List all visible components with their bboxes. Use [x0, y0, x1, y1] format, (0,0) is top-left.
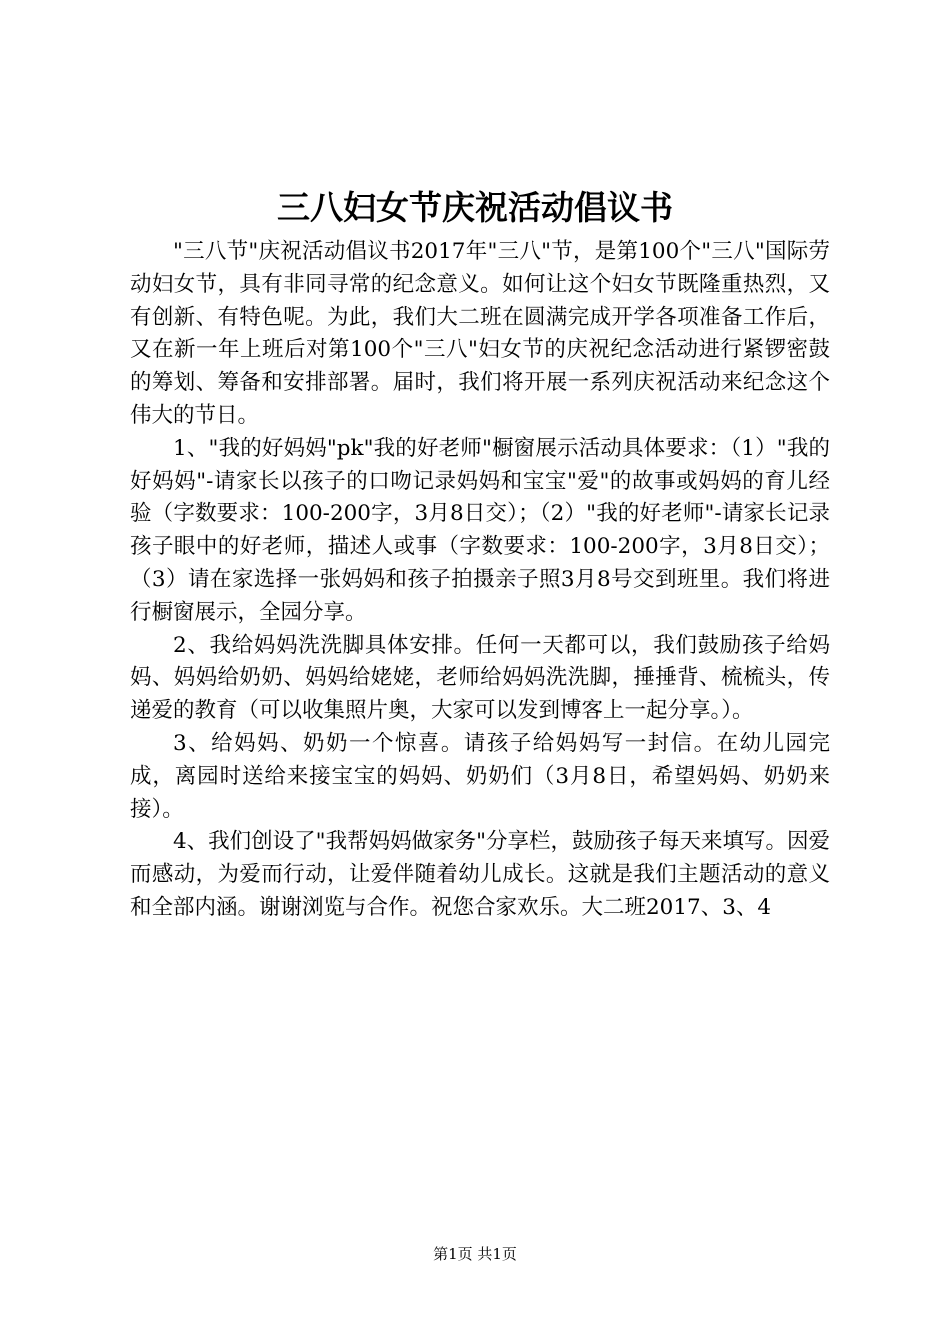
document-body	[130, 236, 830, 925]
intro-paragraph: "三八节"庆祝活动倡议书2017年"三八"节，是第100个"三八"国际劳动妇女节，具有非同寻常的纪念意义。如何让这个妇女节既隆重热烈，又有创新、有特色呢。为此，我们大二班在圆满完成开学各项准备工作后，又在新一年上班后对第100个"三八"妇女节的庆祝纪念活动进行紧锣密鼓的筹划、筹备和安排部署。届时，我们将开展一系列庆祝活动来纪念这个伟大的节日。	[130, 239, 830, 428]
document-title: 三八妇女节庆祝活动倡议书	[277, 188, 673, 227]
activity-4-paragraph: 4、我们创设了"我帮妈妈做家务"分享栏，鼓励孩子每天来填写。因爱而感动，为爱而行动，让爱伴随着幼儿成长。这就是我们主题活动的意义和全部内涵。谢谢浏览与合作。祝您合家欢乐。大二班2017、3、4	[130, 829, 830, 920]
activity-3-paragraph: 3、给妈妈、奶奶一个惊喜。请孩子给妈妈写一封信。在幼儿园完成，离园时送给来接宝宝的妈妈、奶奶们（3月8日，希望妈妈、奶奶来接）。	[130, 730, 830, 822]
page-number-footer: 第1页 共1页	[433, 1245, 517, 1263]
activity-1-paragraph: 1、"我的好妈妈"pk"我的好老师"橱窗展示活动具体要求：（1）"我的好妈妈"-请家长以孩子的口吻记录妈妈和宝宝"爱"的故事或妈妈的育儿经验（字数要求：100-200字，3月8日交）；（2）"我的好老师"-请家长记录孩子眼中的好老师，描述人或事（字数要求：100-200字，3月8日交）；（3）请在家选择一张妈妈和孩子拍摄亲子照3月8号交到班里。我们将进行橱窗展示，全园分享。	[130, 435, 830, 625]
activity-2-paragraph: 2、我给妈妈洗洗脚具体安排。任何一天都可以，我们鼓励孩子给妈妈、妈妈给奶奶、妈妈给姥姥，老师给妈妈洗洗脚，捶捶背、梳梳头，传递爱的教育（可以收集照片奥，大家可以发到博客上一起分享。）。	[130, 632, 830, 724]
